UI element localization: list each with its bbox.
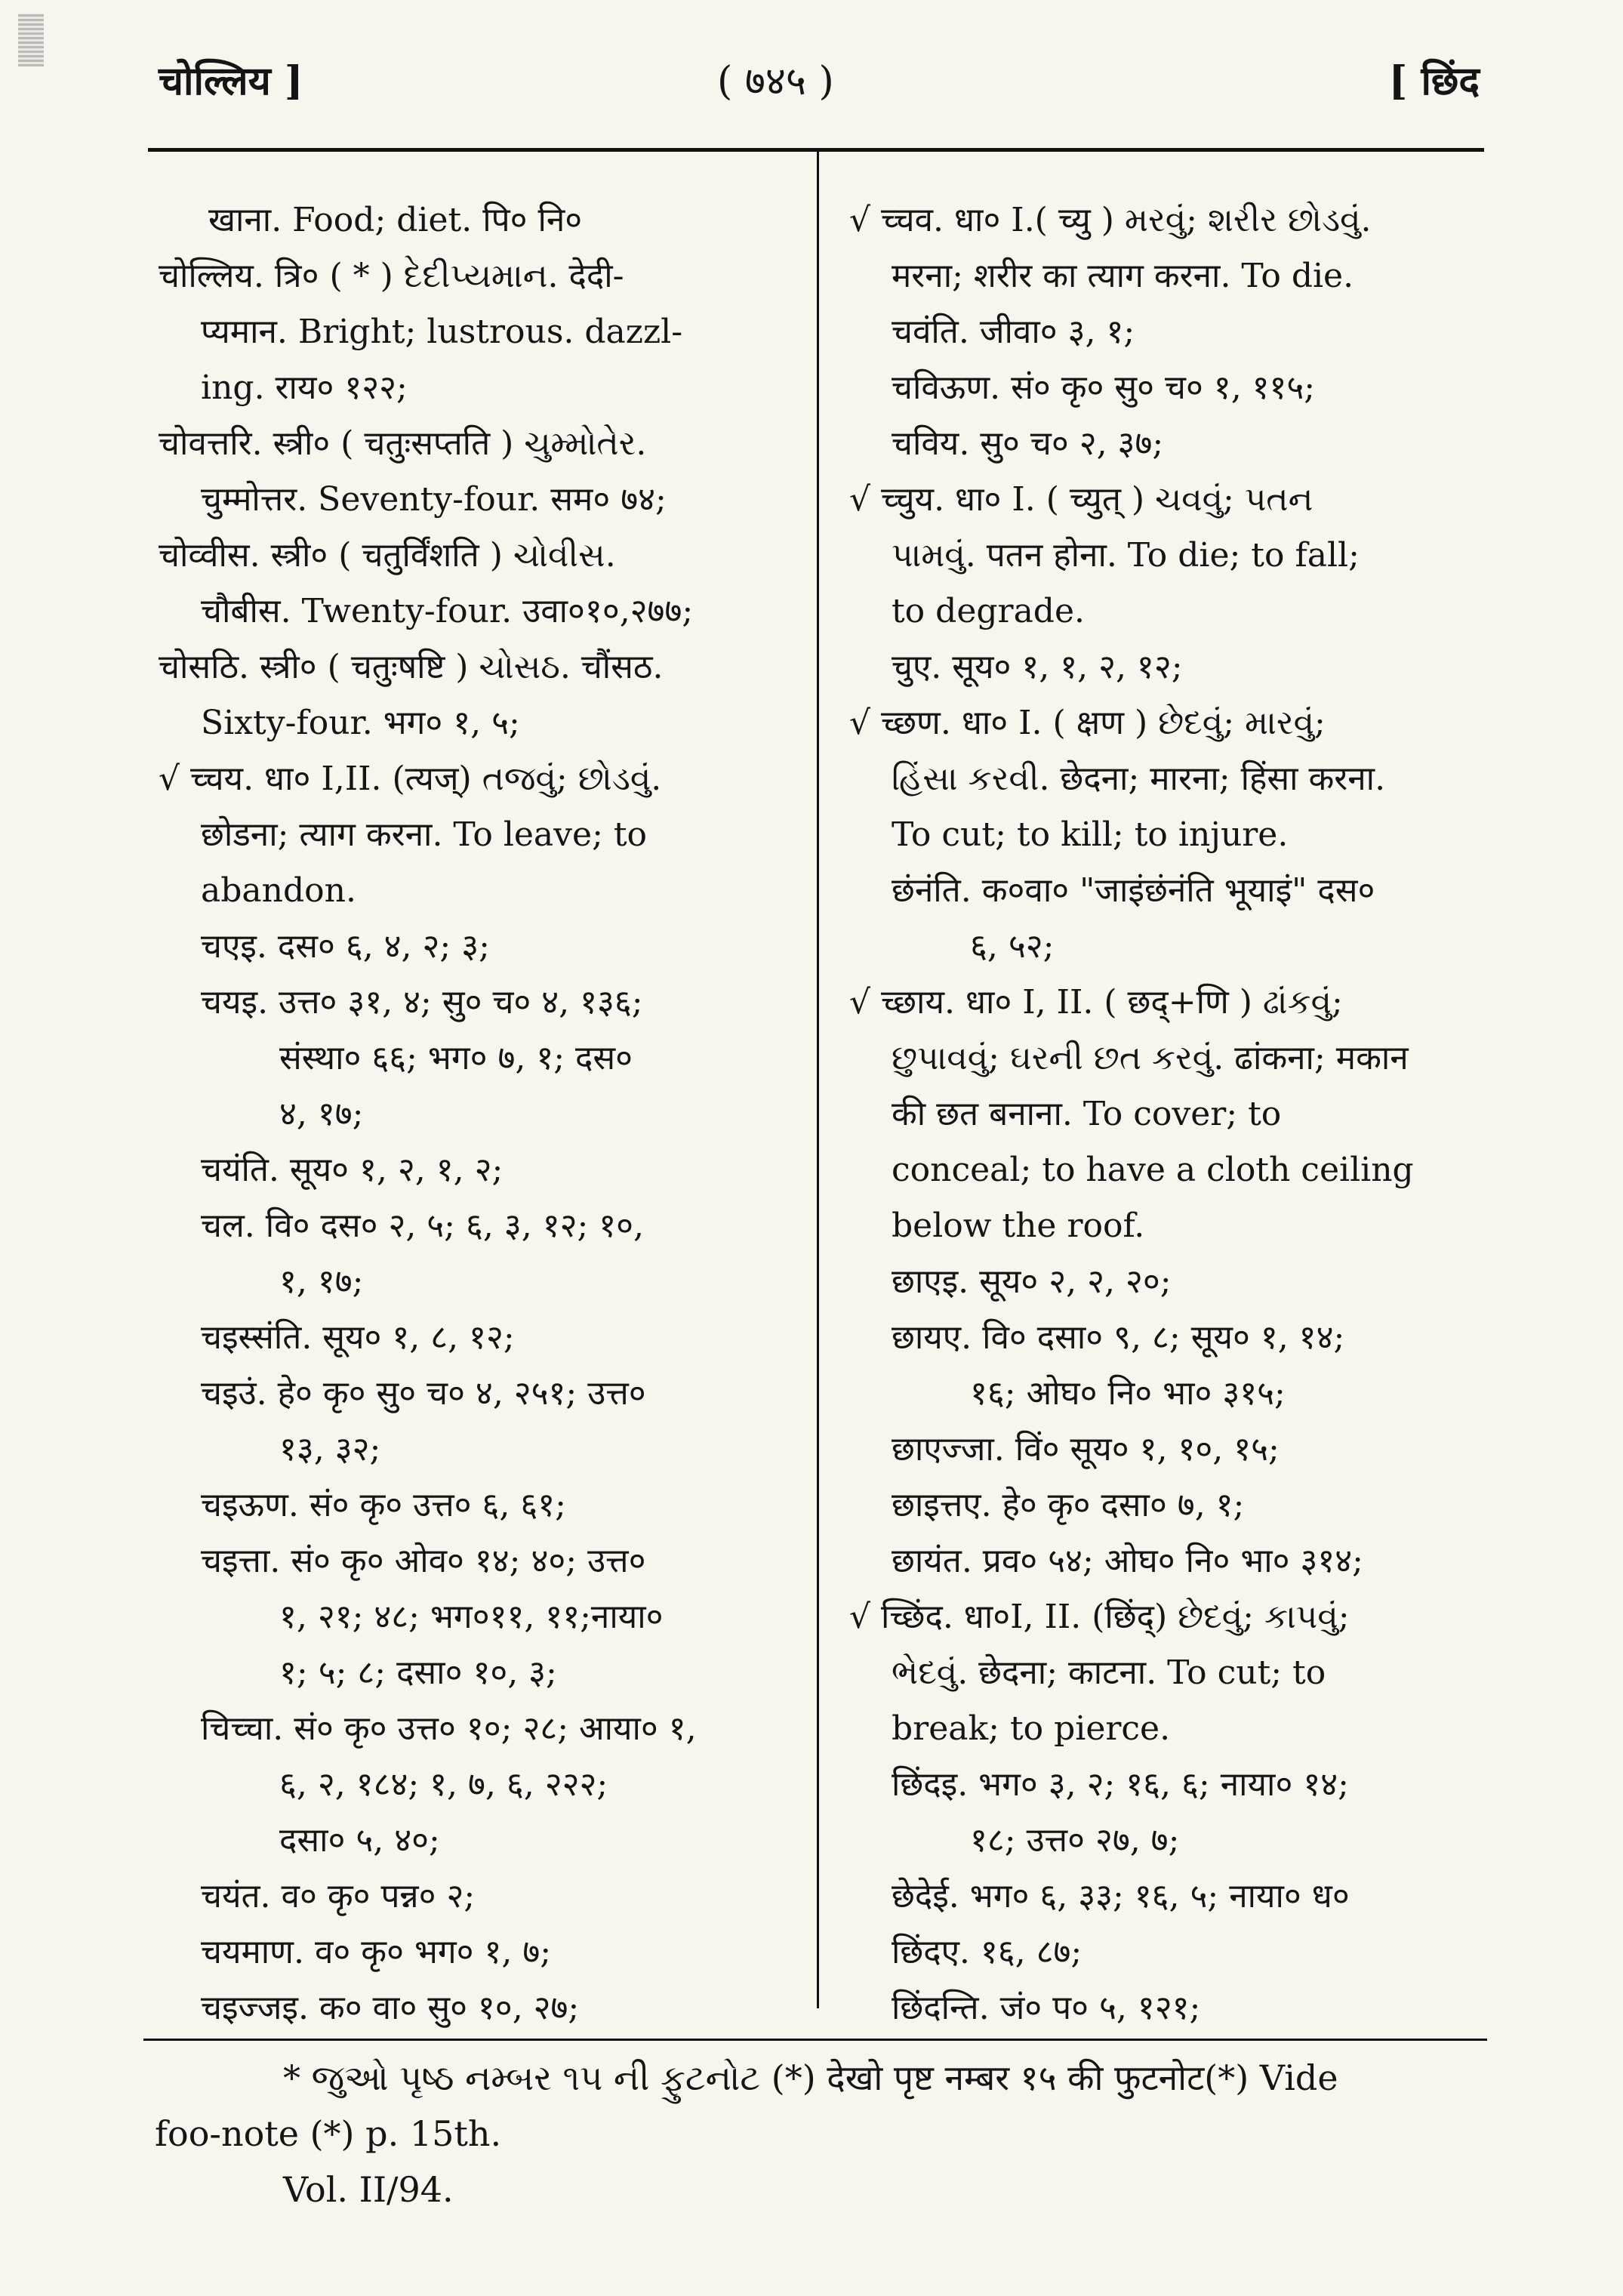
left-column-line: १, १७; bbox=[279, 1262, 364, 1301]
right-column-line: छायए. वि० दसा० ९, ८; सूय० १, १४; bbox=[892, 1318, 1345, 1357]
left-column-line: चइत्ता. सं० कृ० ओव० १४; ४०; उत्त० bbox=[201, 1542, 646, 1580]
left-column-line: १, २१; ४८; भग०११, ११;नाया० bbox=[279, 1598, 664, 1636]
left-column-line: संस्था० ६६; भग० ७, १; दस० bbox=[279, 1039, 633, 1077]
left-column-line: चयइ. उत्त० ३१, ४; सु० च० ४, १३६; bbox=[201, 983, 643, 1022]
left-column-line: abandon. bbox=[201, 871, 356, 910]
left-column-line: चोल्लिय. त्रि० ( * ) દેદીપ્યમાન. देदी- bbox=[159, 257, 624, 295]
right-column-line: छंनंति. क०वा० "जाइंछंनंति भूयाइं" दस० bbox=[892, 871, 1375, 910]
right-column-line: छिंदए. १६, ८७; bbox=[892, 1933, 1083, 1971]
right-column-line: छाएज्जा. विं० सूय० १, १०, १५; bbox=[892, 1430, 1280, 1469]
left-column-line: चल. वि० दस० २, ५; ६, ३, १२; १०, bbox=[201, 1207, 645, 1245]
left-column-line: चइऊण. सं० कृ० उत्त० ६, ६१; bbox=[201, 1486, 566, 1524]
left-column-line: √ च्चय. धा० I,II. (त्यज्) તજવું; છોડવું. bbox=[159, 760, 662, 798]
right-column-line: चविऊण. सं० कृ० सु० च० १, ११५; bbox=[892, 368, 1316, 407]
left-column-line: चुम्मोत्तर. Seventy-four. सम० ७४; bbox=[201, 480, 667, 519]
right-column-line: To cut; to kill; to injure. bbox=[892, 815, 1289, 854]
right-column-line: चवंति. जीवा० ३, १; bbox=[892, 313, 1135, 351]
right-column-line: मरना; शरीर का त्याग करना. To die. bbox=[892, 257, 1354, 295]
left-column-line: चइउं. हे० कृ० सु० च० ४, २५१; उत्त० bbox=[201, 1374, 646, 1413]
right-column-line: छिंदन्ति. जं० प० ५, १२१; bbox=[892, 1989, 1201, 2027]
right-column-line: √ च्चुय. धा० I. ( च्युत् ) ચવવું; પતન bbox=[849, 480, 1313, 519]
right-column-line: છુપાવવું; ઘરની છત કરવું. ढांकना; मकान bbox=[892, 1039, 1409, 1077]
left-column-line: १३, ३२; bbox=[279, 1430, 381, 1469]
page-number: ( ७४५ ) bbox=[717, 59, 834, 104]
right-column-line: conceal; to have a cloth ceiling bbox=[892, 1151, 1414, 1189]
left-column-line: चिच्चा. सं० कृ० उत्त० १०; २८; आया० १, bbox=[201, 1709, 697, 1748]
left-column-line: चोवत्तरि. स्त्री० ( चतुःसप्तति ) ચુમ્મોતેર. bbox=[159, 424, 647, 463]
right-column-line: छेदेई. भग० ६, ३३; १६, ५; नाया० ध० bbox=[892, 1877, 1350, 1915]
right-column-line: चविय. सु० च० २, ३७; bbox=[892, 424, 1164, 463]
footnote bbox=[155, 2050, 1483, 2217]
right-column-line: की छत बनाना. To cover; to bbox=[892, 1095, 1282, 1133]
left-column-line: प्यमान. Bright; lustrous. dazzl- bbox=[201, 313, 683, 351]
page-header bbox=[151, 53, 1480, 121]
right-column-line: break; to pierce. bbox=[892, 1709, 1171, 1748]
footnote-line-2: foo-note (*) p. 15th. bbox=[155, 2113, 502, 2154]
left-column-line: चयंति. सूय० १, २, १, २; bbox=[201, 1151, 504, 1189]
right-column-line: छायंत. प्रव० ५४; ओघ० नि० भा० ३१४; bbox=[892, 1542, 1363, 1580]
footnote-line-1: * જુઓ પૃષ્ઠ નમ્બર ૧૫ ની ફુટનોટ (*) देखो पृष्ट नम्बर १५ की फुटनोट(*) Vide bbox=[283, 2057, 1338, 2098]
right-column-line: १६; ओघ० नि० भा० ३१५; bbox=[970, 1374, 1286, 1413]
left-column-line: चइज्जइ. क० वा० सु० १०, २७; bbox=[201, 1989, 580, 2027]
left-column-line: १; ५; ८; दसा० १०, ३; bbox=[279, 1653, 557, 1692]
right-column-line: ભેદવું. छेदना; काटना. To cut; to bbox=[892, 1653, 1326, 1692]
right-column-line: ६, ५२; bbox=[970, 927, 1055, 966]
left-column-line: Sixty-four. भग० १, ५; bbox=[201, 704, 520, 742]
left-column-line: ६, २, १८४; १, ७, ६, २२२; bbox=[279, 1765, 608, 1804]
right-column bbox=[849, 193, 1487, 2036]
right-column-line: छाइत्तए. हे० कृ० दसा० ७, १; bbox=[892, 1486, 1245, 1524]
right-column-line: √ च्चव. धा० I.( च्यु ) મરવું; શરીર છોડવું. bbox=[849, 201, 1372, 239]
left-column-line: छोडना; त्याग करना. To leave; to bbox=[201, 815, 648, 854]
right-column-line: √ च्छाय. धा० I, II. ( छद्+णि ) ઢાંકવું; bbox=[849, 983, 1343, 1022]
scan-edge-mark bbox=[18, 14, 44, 66]
footnote-rule bbox=[143, 2039, 1487, 2041]
left-column-line: ४, १७; bbox=[279, 1095, 364, 1133]
left-column-line: खाना. Food; diet. पि० नि० bbox=[208, 201, 583, 239]
left-column-line: दसा० ५, ४०; bbox=[279, 1821, 440, 1860]
right-column-line: १८; उत्त० २७, ७; bbox=[970, 1821, 1180, 1860]
volume-mark: Vol. II/94. bbox=[283, 2169, 454, 2210]
right-column-line: હિંસા કરવી. छेदना; मारना; हिंसा करना. bbox=[892, 760, 1386, 798]
right-column-line: to degrade. bbox=[892, 592, 1085, 630]
right-column-line: √ च्छिंद. धा०I, II. (छिंद्) છેદવું; કાપવું; bbox=[849, 1598, 1350, 1636]
left-column-line: चइस्संति. सूय० १, ८, १२; bbox=[201, 1318, 515, 1357]
left-column bbox=[159, 193, 793, 2036]
header-rule bbox=[148, 148, 1484, 152]
right-column-line: छिंदइ. भग० ३, २; १६, ६; नाया० १४; bbox=[892, 1765, 1349, 1804]
right-column-line: चुए. सूय० १, १, २, १२; bbox=[892, 648, 1183, 686]
left-column-line: ing. राय० १२२; bbox=[201, 368, 408, 407]
right-column-line: √ च्छण. धा० I. ( क्षण ) છેદવું; મારવું; bbox=[849, 704, 1326, 742]
right-column-line: પામવું. पतन होना. To die; to fall; bbox=[892, 536, 1360, 575]
left-column-line: चौबीस. Twenty-four. उवा०१०,२७७; bbox=[201, 592, 694, 630]
right-column-line: below the roof. bbox=[892, 1207, 1145, 1245]
header-right-guideword: [ छिंद bbox=[1388, 58, 1480, 104]
right-column-line: छाएइ. सूय० २, २, २०; bbox=[892, 1262, 1172, 1301]
column-divider bbox=[817, 151, 819, 2008]
left-column-line: चोव्वीस. स्त्री० ( चतुर्विंशति ) ચોવીસ. bbox=[159, 536, 616, 575]
left-column-line: चोसठि. स्त्री० ( चतुःषष्टि ) ચોસઠ. चौंसठ. bbox=[159, 648, 664, 686]
header-left-guideword: चोल्लिय ] bbox=[159, 58, 303, 104]
left-column-line: चयमाण. व० कृ० भग० १, ७; bbox=[201, 1933, 552, 1971]
left-column-line: चयंत. व० कृ० पन्न० २; bbox=[201, 1877, 476, 1915]
left-column-line: चएइ. दस० ६, ४, २; ३; bbox=[201, 927, 490, 966]
